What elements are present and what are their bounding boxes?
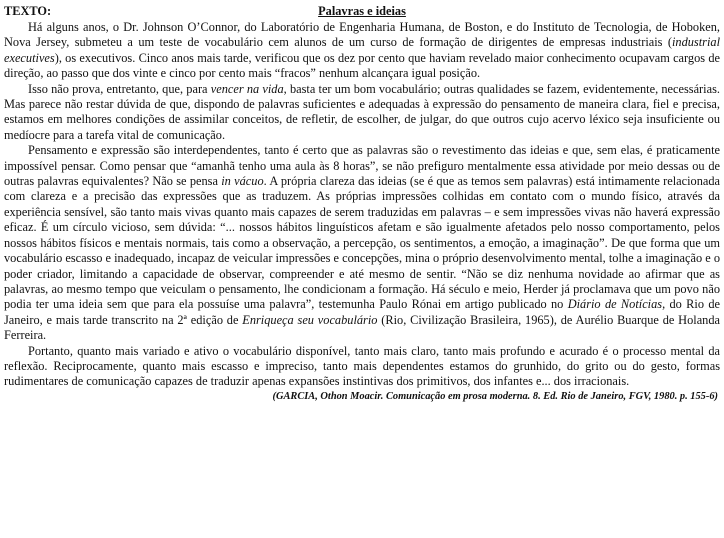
text-segment: , basta ter um bom vocabulário; outras qualidades se fazem, evidentemente, necessárias. Mas parece não restar dúvida de que, dispondo de palavras suficientes e adequadas à expressão do pensamento de maneira clara, fiel e precisa, estamos em melhores condições de assimilar conceitos, de refletir, de escolher, de julgar, do que outros cujo acervo léxico seja insuficiente ou medíocre para a tarefa vital de comunicação. (4, 81, 720, 142)
text-segment: (Rio, Civilização Brasileira, 1965), de Aurélio Buarque de Holanda Ferreira. (4, 312, 720, 343)
italic-text: industrial executives (4, 35, 720, 65)
paragraph (4, 143, 720, 343)
document-title: Palavras e ideias (318, 4, 406, 18)
paragraph (4, 20, 720, 82)
text-label: TEXTO: (4, 4, 52, 18)
text-segment: do Rio de Janeiro, e mais tarde transcrito na 2ª edição de (4, 297, 720, 327)
document-header (4, 4, 720, 20)
text-segment: Portanto, quanto mais variado e ativo o vocabulário disponível, tanto mais claro, tanto mais profundo e acurado é o processo mental da reflexão. Reciprocamente, quanto mais escasso e impreciso, tanto mais dependentes estamos do grunhido, do grito ou do gesto, formas rudimentares de comunicação capazes de traduzir apenas expansões instintivas dos primitivos, dos infantes e... dos irracionais. (4, 343, 720, 389)
paragraph (4, 82, 720, 144)
italic-text: in vácuo (221, 174, 264, 189)
text-segment: Há alguns anos, o Dr. Johnson O’Connor, do Laboratório de Engenharia Humana, de Boston, e do Instituto de Tecnologia, de Hoboken, Nova Jersey, submeteu a um teste de vocabulário cem alunos de um curso de formação de dirigentes de empresas industriais ( (4, 20, 720, 50)
text-segment: Isso não prova, entretanto, que, para (28, 81, 211, 96)
text-segment: . A própria clareza das ideias (se é que as temos sem palavras) está intimamente relacionada com clareza e a precisão das expressões que as traduzem. As próprias impressões colhidas em contato com o mundo físico, através da experiência sensível, são tanto mais vivas quanto mais capazes de serem traduzidas em palavras – e sem impressões vivas não haverá expressão eficaz. É um círculo vicioso, sem dúvida: “... nossos hábitos linguísticos afetam e são igualmente afetados pelo nosso comportamento, pelos nossos hábitos físicos e mentais normais, tais como a observação, a percepção, os sentimentos, a emoção, a imaginação”. De que forma que um vocabulário escasso e inadequado, incapaz de veicular impressões e concepções, mina o próprio desenvolvimento mental, tolhe a imaginação e o poder criador, limitando a capacidade de observar, compreender e até mesmo de sentir. “Não se diz nenhuma novidade ao afirmar que as palavras, ao mesmo tempo que veiculam o pensamento, lhe condicionam a formação. Há século e meio, Herder já proclamava que um povo não podia ter uma ideia sem que para ela possuíse uma palavra”, testemunha Paulo Rónai em artigo publicado no (4, 174, 721, 312)
italic-text: Diário de Notícias, (567, 297, 666, 312)
paragraph (4, 344, 720, 390)
italic-text: Enriqueça seu vocabulário (242, 312, 378, 327)
italic-text: vencer na vida (210, 81, 284, 96)
body-text (4, 20, 720, 390)
citation: (GARCIA, Othon Moacir. Comunicação em prosa moderna. 8. Ed. Rio de Janeiro, FGV, 1980. p. 155-6) (272, 390, 718, 402)
text-segment: Pensamento e expressão são interdependentes, tanto é certo que as palavras são o revestimento das ideias e que, sem elas, é praticamente impossível pensar. Como pensar que “amanhã tenho uma aula às 8 horas”, se não prefiguro mentalmente essa atividade por meio dessas ou de outras palavras equivalentes? Não se pensa (4, 143, 720, 189)
text-segment: ), os executivos. Cinco anos mais tarde, verificou que os dez por cento que haviam revelado maior conhecimento ocupavam cargos de direção, ao passo que dos vinte e cinco por cento mais “fracos” nenhum alcançara igual posição. (4, 50, 720, 81)
